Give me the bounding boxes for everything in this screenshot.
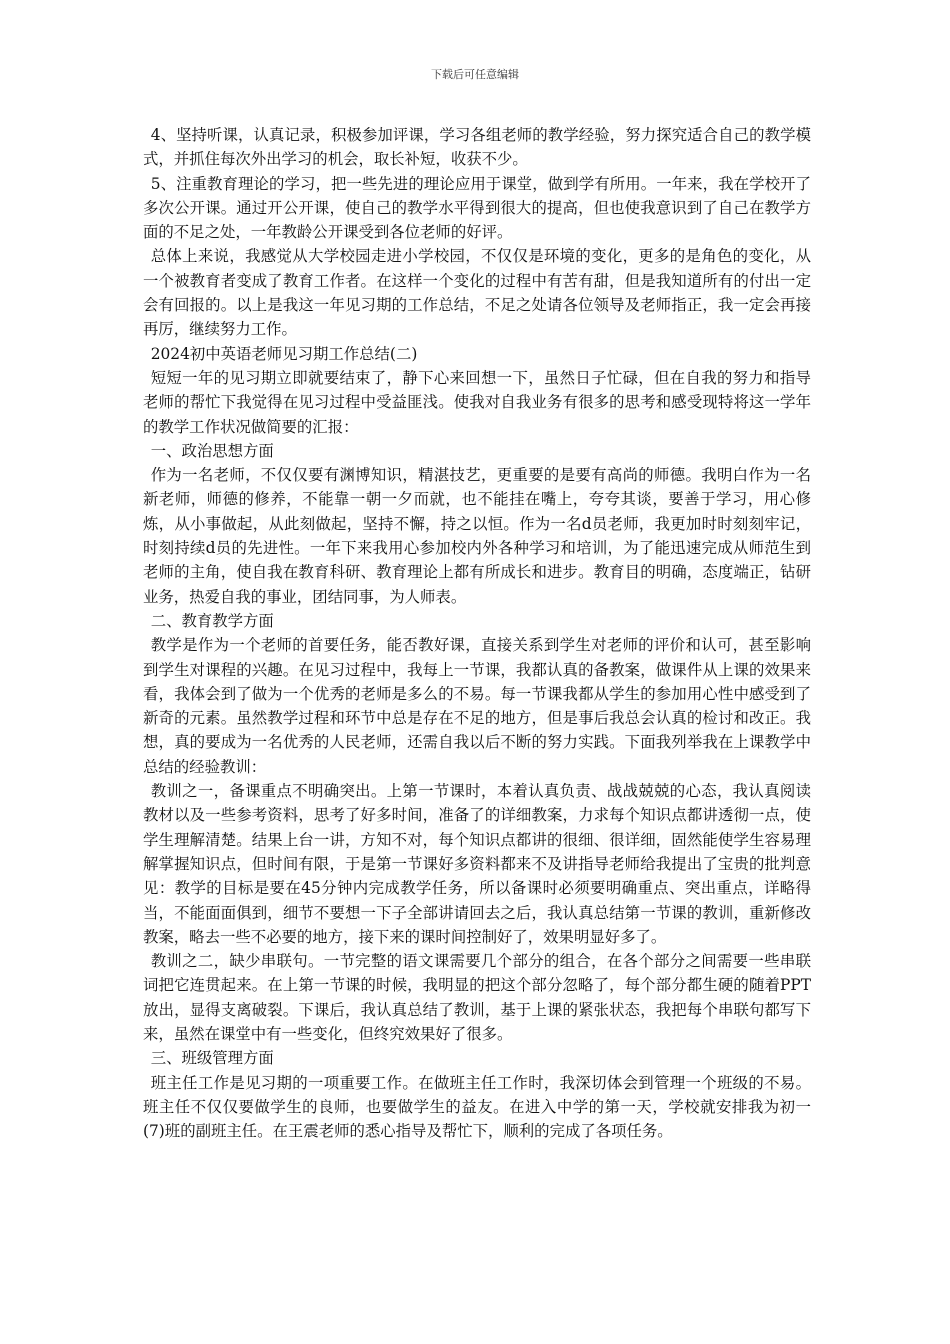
paragraph: 班主任工作是见习期的一项重要工作。在做班主任工作时，我深切体会到管理一个班级的不易。班主任不仅仅要做学生的良师，也要做学生的益友。在进入中学的第一天，学校就安排我为初一(7)班的副班主任。在王震老师的悉心指导及帮忙下，顺利的完成了各项任务。 <box>143 1073 811 1141</box>
paragraph: 5、注重教育理论的学习，把一些先进的理论应用于课堂，做到学有所用。一年来，我在学校开了多次公开课。通过开公开课，使自己的教学水平得到很大的提高，但也使我意识到了自己在教学方面的不足之处，一年教龄公开课受到各位老师的好评。 <box>143 174 811 242</box>
paragraph: 作为一名老师，不仅仅要有渊博知识，精湛技艺，更重要的是要有高尚的师德。我明白作为一名新老师，师德的修养，不能靠一朝一夕而就，也不能挂在嘴上，夸夸其谈，要善于学习，用心修炼，从小事做起，从此刻做起，坚持不懈，持之以恒。作为一名d员老师，我更加时时刻刻牢记，时刻持续d员的先进性。一年下来我用心参加校内外各种学习和培训，为了能迅速完成从师范生到老师的主角，使自我在教育科研、教育理论上都有所成长和进步。教育目的明确，态度端正，钻研业务，热爱自我的事业，团结同事，为人师表。 <box>143 466 811 606</box>
page-header: 下载后可任意编辑 <box>431 68 519 81</box>
section-heading: 一、政治思想方面 <box>150 441 274 460</box>
section-heading: 三、班级管理方面 <box>150 1049 274 1068</box>
paragraph: 教学是作为一个老师的首要任务，能否教好课，直接关系到学生对老师的评价和认可，甚至影响到学生对课程的兴趣。在见习过程中，我每上一节课，我都认真的备教案，做课件从上课的效果来看，我体会到了做为一个优秀的老师是多么的不易。每一节课我都从学生的参加用心性中感受到了新奇的元素。虽然教学过程和环节中总是存在不足的地方，但是事后我总会认真的检讨和改正。我想，真的要成为一名优秀的人民老师，还需自我以后不断的努力实践。下面我列举我在上课教学中总结的经验教训： <box>143 636 811 776</box>
section-heading: 二、教育教学方面 <box>150 611 274 630</box>
document-body <box>143 123 811 1143</box>
paragraph: 短短一年的见习期立即就要结束了，静下心来回想一下，虽然日子忙碌，但在自我的努力和指导老师的帮忙下我觉得在见习过程中受益匪浅。使我对自我业务有很多的思考和感受现特将这一学年的教学工作状况做简要的汇报： <box>143 368 811 436</box>
section-title: 2024初中英语老师见习期工作总结(二) <box>150 344 418 363</box>
paragraph: 教训之二，缺少串联句。一节完整的语文课需要几个部分的组合，在各个部分之间需要一些串联词把它连贯起来。在上第一节课的时候，我明显的把这个部分忽略了，每个部分都生硬的随着PPT放出，显得支离破裂。下课后，我认真总结了教训，基于上课的紧张状态，我把每个串联句都写下来，虽然在课堂中有一些变化，但终究效果好了很多。 <box>143 952 811 1043</box>
paragraph: 4、坚持听课，认真记录，积极参加评课，学习各组老师的教学经验，努力探究适合自己的教学模式，并抓住每次外出学习的机会，取长补短，收获不少。 <box>143 126 811 169</box>
paragraph: 教训之一，备课重点不明确突出。上第一节课时，本着认真负责、战战兢兢的心态，我认真阅读教材以及一些参考资料，思考了好多时间，准备了的详细教案，力求每个知识点都讲透彻一点，使学生理解清楚。结果上台一讲，方知不对，每个知识点都讲的很细、很详细，固然能使学生容易理解掌握知识点，但时间有限，于是第一节课好多资料都来不及讲指导老师给我提出了宝贵的批判意见：教学的目标是要在45分钟内完成教学任务，所以备课时必须要明确重点、突出重点，详略得当，不能面面俱到，细节不要想一下子全部讲请回去之后，我认真总结第一节课的教训，重新修改教案，略去一些不必要的地方，接下来的课时间控制好了，效果明显好多了。 <box>143 782 811 946</box>
paragraph: 总体上来说，我感觉从大学校园走进小学校园，不仅仅是环境的变化，更多的是角色的变化，从一个被教育者变成了教育工作者。在这样一个变化的过程中有苦有甜，但是我知道所有的付出一定会有回报的。以上是我这一年见习期的工作总结，不足之处请各位领导及老师指正，我一定会再接再厉，继续努力工作。 <box>143 247 811 339</box>
